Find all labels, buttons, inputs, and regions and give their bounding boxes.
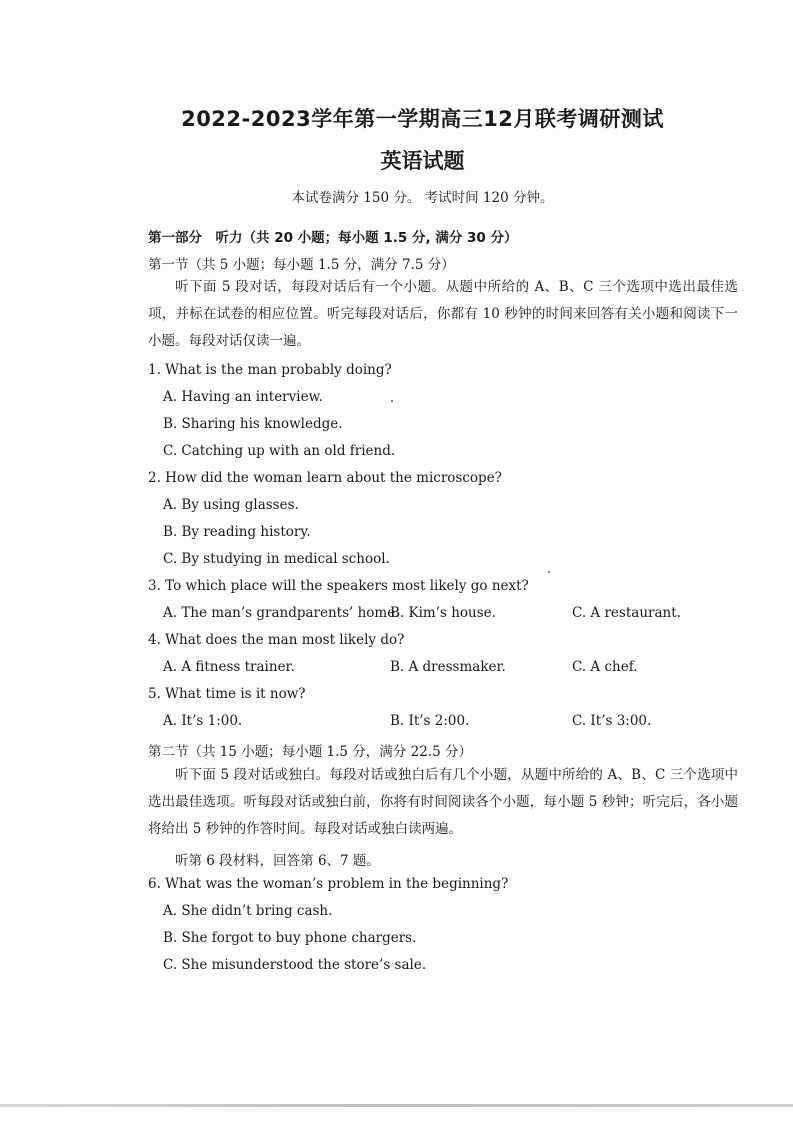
question-1-option-a: A. Having an interview. (163, 389, 323, 405)
question-6-option-a: A. She didn’t bring cash. (163, 903, 333, 919)
exam-subject-title: 英语试题 (380, 149, 465, 173)
question-3-stem: 3. To which place will the speakers most likely go next? (148, 578, 529, 594)
scan-edge (0, 1104, 793, 1107)
scan-speck (548, 571, 550, 573)
material-note: 听第 6 段材料，回答第 6、7 题。 (175, 853, 380, 869)
question-3-option-b: B. Kim’s house. (390, 605, 496, 621)
section2-heading: 第二节（共 15 小题；每小题 1.5 分，满分 22.5 分） (148, 744, 472, 760)
question-6-option-b: B. She forgot to buy phone chargers. (163, 930, 417, 946)
question-2-option-c: C. By studying in medical school. (163, 551, 390, 567)
question-6-option-c: C. She misunderstood the store’s sale. (163, 957, 427, 973)
question-4-option-c: C. A chef. (572, 659, 638, 675)
question-4-stem: 4. What does the man most likely do? (148, 632, 405, 648)
question-4-option-a: A. A fitness trainer. (163, 659, 295, 675)
question-1-option-b: B. Sharing his knowledge. (163, 416, 343, 432)
question-6-stem: 6. What was the woman’s problem in the beginning? (148, 876, 509, 892)
question-2-option-b: B. By reading history. (163, 524, 311, 540)
section2-instructions: 听下面 5 段对话或独白。每段对话或独白后有几个小题，从题中所给的 A、B、C 三个选项中选出最佳选项。听每段对话或独白前，你将有时间阅读各个小题，每小题 5 秒钟；听完后，各小题将给出 5 秒钟的作答时间。每段对话或独白读两遍。 (148, 767, 738, 837)
section1-instructions: 听下面 5 段对话，每段对话后有一个小题。从题中所给的 A、B、C 三个选项中选出最佳选项，并标在试卷的相应位置。听完每段对话后，你都有 10 秒钟的时间来回答有关小题和阅读下一小题。每段对话仅读一遍。 (148, 279, 738, 349)
question-5-option-c: C. It’s 3:00. (572, 713, 652, 729)
scan-speck (391, 400, 393, 402)
question-2-stem: 2. How did the woman learn about the microscope? (148, 470, 502, 486)
question-1-option-c: C. Catching up with an old friend. (163, 443, 396, 459)
question-3-option-a: A. The man’s grandparents’ home. (163, 605, 400, 621)
exam-meta: 本试卷满分 150 分。 考试时间 120 分钟。 (291, 190, 554, 206)
question-4-option-b: B. A dressmaker. (390, 659, 506, 675)
exam-title: 2022-2023学年第一学期高三12月联考调研测试 (181, 107, 664, 131)
question-5-option-b: B. It’s 2:00. (390, 713, 470, 729)
part1-heading: 第一部分 听力（共 20 小题；每小题 1.5 分, 满分 30 分） (148, 230, 518, 246)
section1-heading: 第一节（共 5 小题；每小题 1.5 分，满分 7.5 分） (148, 257, 455, 273)
question-5-option-a: A. It’s 1:00. (163, 713, 243, 729)
question-2-option-a: A. By using glasses. (163, 497, 299, 513)
question-1-stem: 1. What is the man probably doing? (148, 362, 392, 378)
question-3-option-c: C. A restaurant. (572, 605, 681, 621)
question-5-stem: 5. What time is it now? (148, 686, 306, 702)
